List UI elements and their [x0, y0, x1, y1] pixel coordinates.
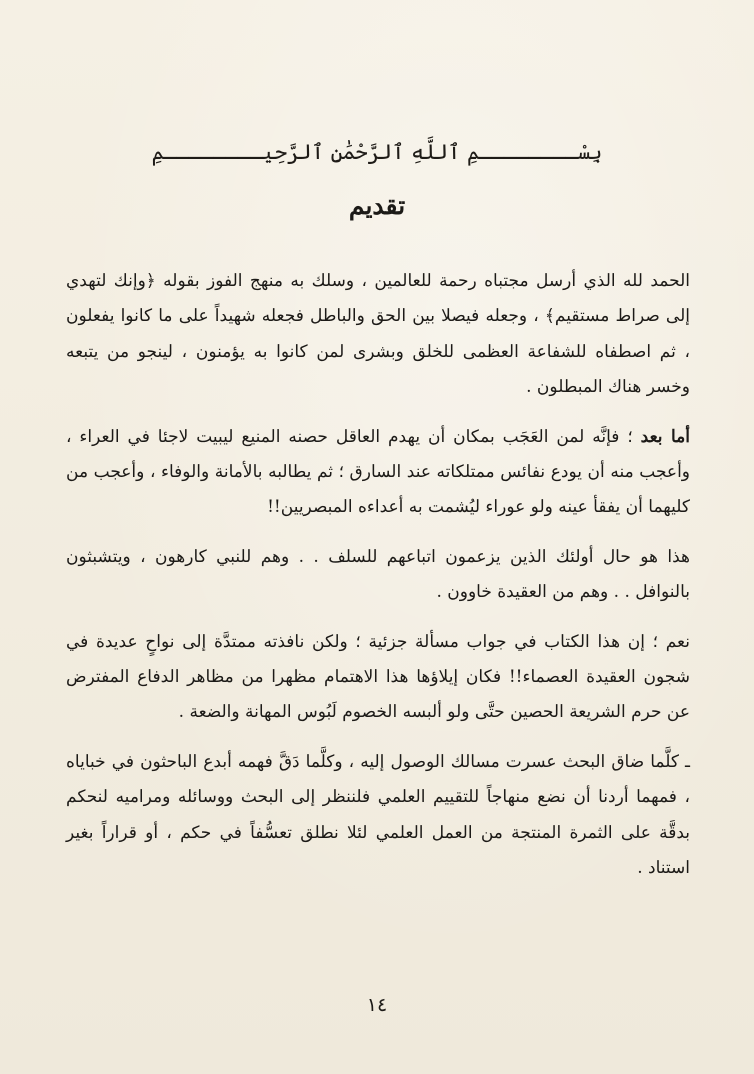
basmala-heading: بِسْــــــــمِ ٱللَّهِ ٱلرَّحْمَٰنِ ٱلرَّحِيــــــــمِ: [151, 140, 603, 164]
paragraph-lead: أما بعد: [640, 426, 690, 447]
paragraph-text: ؛ فإنَّه لمن العَجَب بمكان أن يهدم العاقل حصنه المنيع ليبيت لاجئا في العراء ، وأعجب منه أن يودع نفائس ممتلكاته عند السارق ؛ ثم يطالبه بالأمانة والوفاء ، وأعجب من كليهما أن يفقأ عينه ولو عوراء ليُشمت به أعداءه المبصريين!!: [66, 426, 690, 518]
paragraph-text: هذا هو حال أولئك الذين يزعمون اتباعهم للسلف . . وهم للنبي كارهون ، ويتشبثون بالنوافل . . وهم من العقيدة خاوون .: [66, 546, 690, 603]
chapter-title: تقديم: [348, 191, 406, 220]
paragraph-text: الحمد لله الذي أرسل مجتباه رحمة للعالمين ، وسلك به منهج الفوز بقوله ﴿وإنك لتهدي إلى صراط مستقيم﴾ ، وجعله فيصلا بين الحق والباطل فجعله شهيداً على ما كانوا يفعلون ، ثم اصطفاه للشفاعة العظمى للخلق وبشرى لمن كانوا به يؤمنون ، لينجو من يتبعه وخسر هناك المبطلون .: [66, 271, 690, 398]
paragraph-5: [66, 745, 690, 887]
paragraph-4: [66, 625, 690, 731]
paragraph-1: [66, 264, 690, 406]
paragraph-2: [66, 420, 690, 526]
paragraph-text: نعم ؛ إن هذا الكتاب في جواب مسألة جزئية ؛ ولكن نافذته ممتدَّة إلى نواحٍ عديدة في شجون العقيدة العصماء!! فكان إيلاؤها هذا الاهتمام مظهرا من مظاهر الدفاع المفترض عن حرم الشريعة الحصين حتَّى ولو ألبسه الخصوم لَبُوس المهانة والضعة .: [66, 631, 690, 723]
paragraph-3: [66, 540, 690, 611]
page-number: ١٤: [366, 994, 388, 1016]
body-text: [66, 264, 690, 901]
paragraph-text: ـ كلَّما ضاق البحث عسرت مسالك الوصول إليه ، وكلَّما دَقَّ فهمه أبدع الباحثون في خباياه ، فمهما أردنا أن نضع منهاجاً للتقييم العلمي فلننظر إلى البحث ووسائله ومراميه لنحكم بدقَّة على الثمرة المنتجة من العمل العلمي لئلا نطلق تعسُّفاً في حكم ، أو قراراً بغير استناد .: [66, 751, 690, 879]
